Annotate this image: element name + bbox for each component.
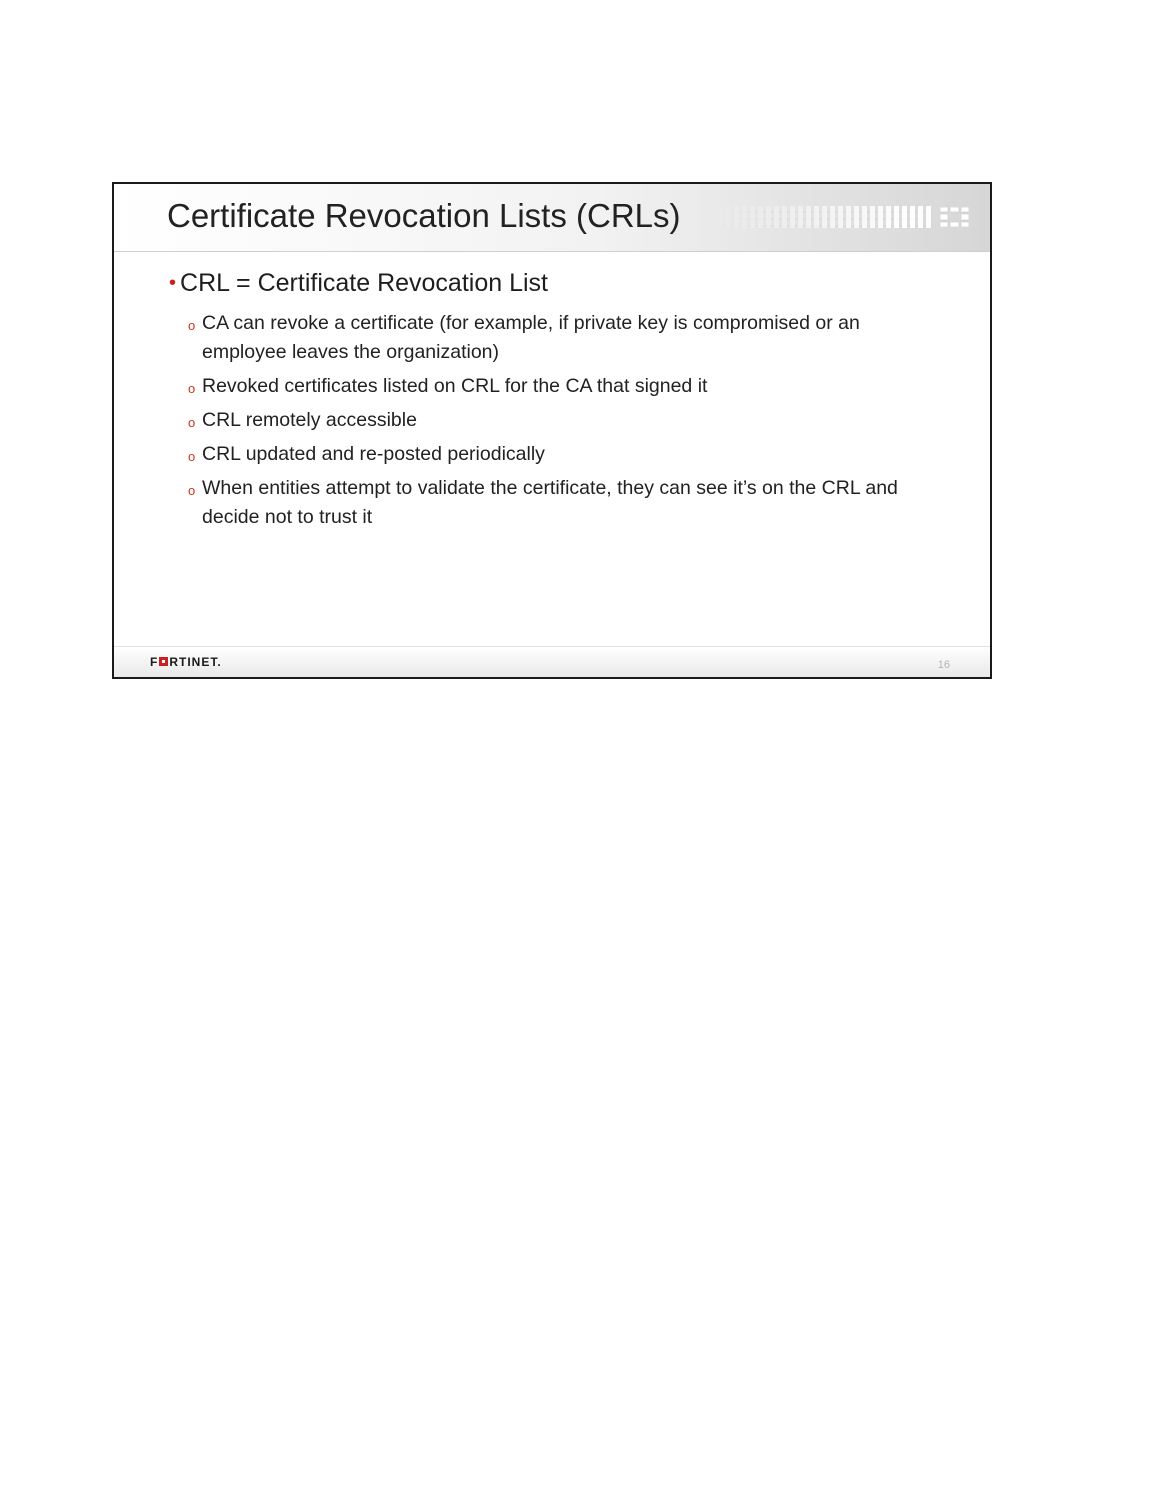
list-item (188, 406, 948, 435)
logo-text-suffix: RTINET. (169, 655, 222, 669)
list-item (188, 474, 948, 532)
sub-bullet-text: Revoked certificates listed on CRL for the CA that signed it (202, 375, 708, 397)
sub-bullet-text: CRL remotely accessible (202, 409, 417, 431)
bullet-marker: • (169, 272, 177, 294)
sub-bullet-text: CA can revoke a certificate (for example, if private key is compromised or an employee leaves the organization) (202, 312, 860, 363)
list-item (188, 309, 948, 367)
main-bullet (169, 269, 548, 298)
slide-header (114, 184, 990, 252)
main-bullet-text: CRL = Certificate Revocation List (180, 269, 548, 297)
list-item (188, 440, 948, 469)
fortinet-grid-icon (940, 207, 969, 227)
sub-bullet-list (188, 309, 948, 537)
slide-title: Certificate Revocation Lists (CRLs) (167, 197, 681, 234)
sub-bullet-text: CRL updated and re-posted periodically (202, 443, 545, 465)
slide-footer (114, 646, 990, 677)
fortinet-logo (150, 655, 222, 669)
sub-bullet-text: When entities attempt to validate the certificate, they can see it’s on the CRL and decide not to trust it (202, 477, 898, 528)
sub-bullet-marker: o (188, 483, 196, 498)
sub-bullet-marker: o (188, 449, 196, 464)
slide-body (114, 251, 990, 647)
slide (112, 182, 992, 679)
sub-bullet-marker: o (188, 381, 196, 396)
sub-bullet-marker: o (188, 318, 196, 333)
page-number: 16 (937, 659, 950, 671)
logo-mark-icon (159, 657, 168, 666)
list-item (188, 372, 948, 401)
logo-text-prefix: F (150, 655, 159, 669)
header-pattern (710, 206, 932, 228)
sub-bullet-marker: o (188, 415, 196, 430)
